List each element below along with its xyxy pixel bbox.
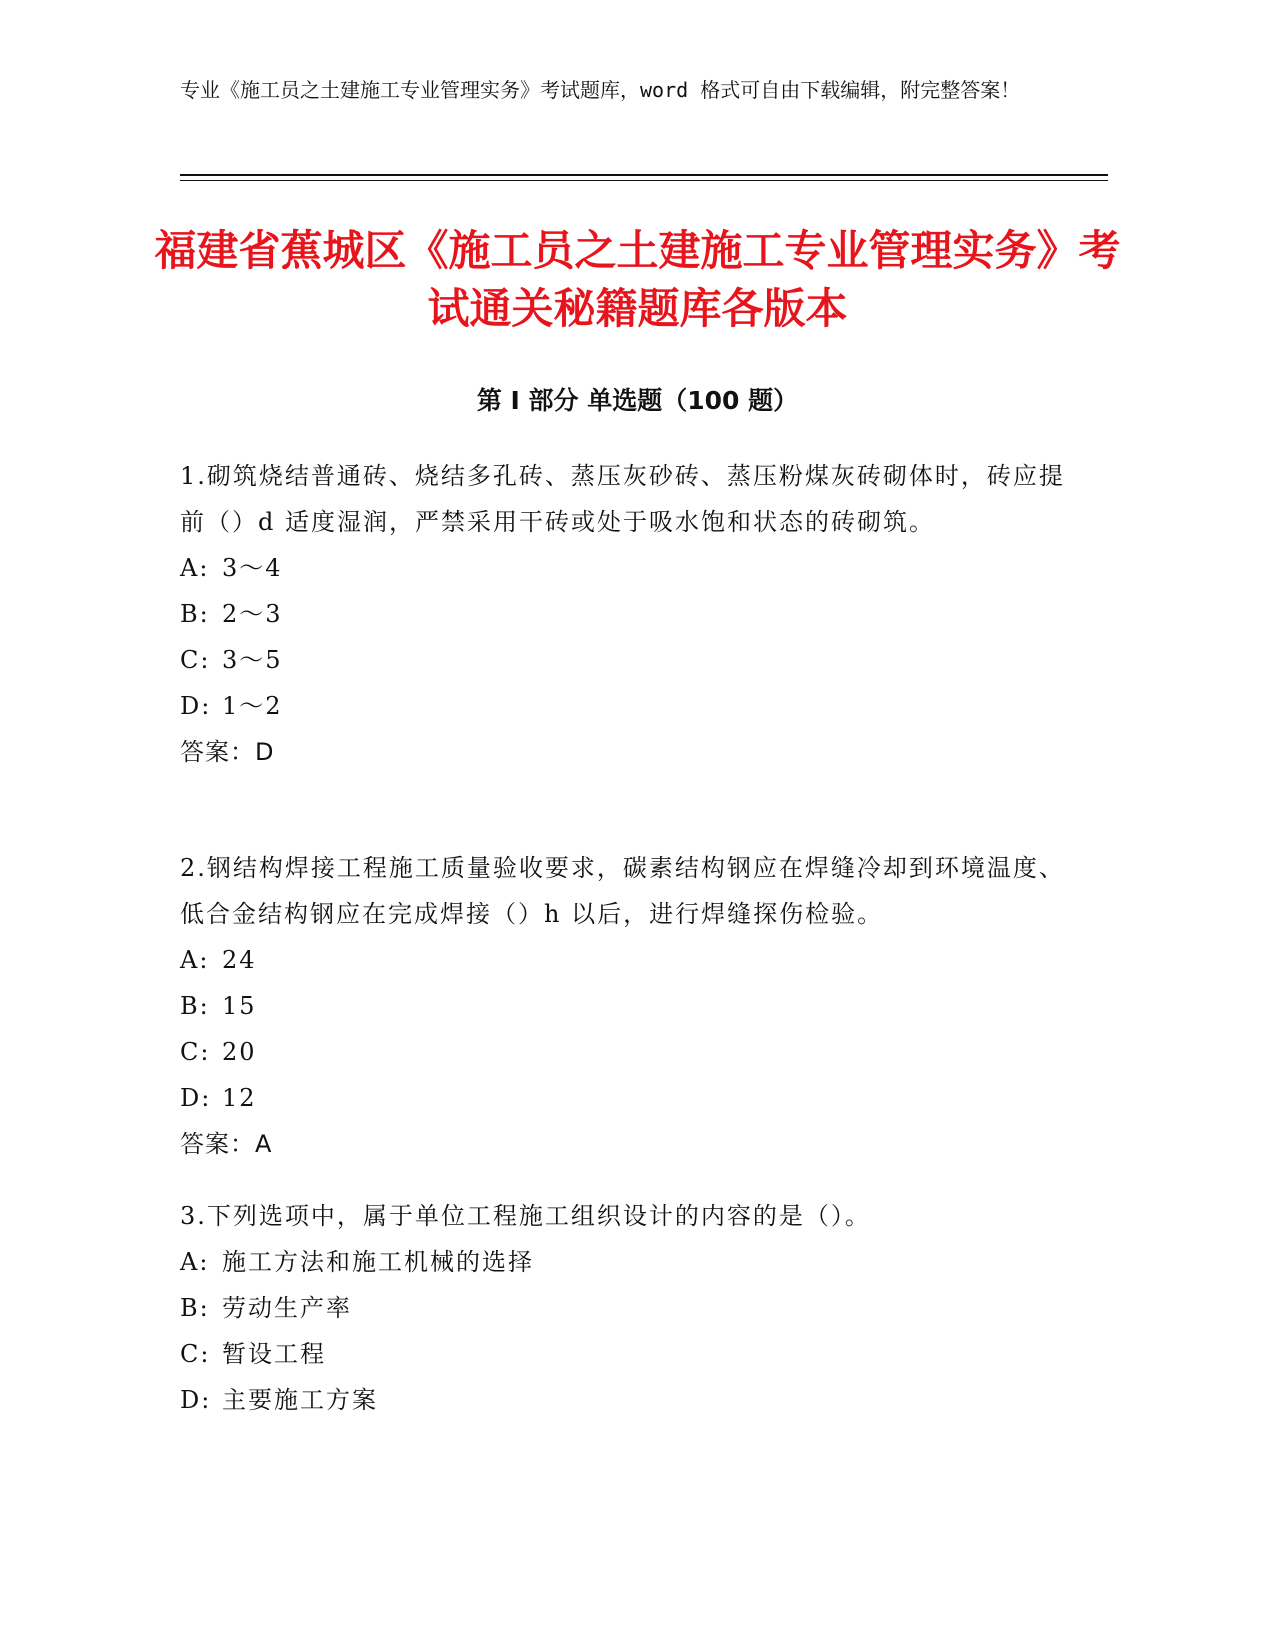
option-text: 暂设工程	[222, 1340, 326, 1368]
header-divider-thin	[180, 180, 1108, 181]
option-key: B:	[180, 1294, 210, 1322]
header-divider-thick	[180, 174, 1108, 176]
question-stem: 3.下列选项中，属于单位工程施工组织设计的内容的是（）。	[180, 1202, 871, 1230]
option-text: 3～4	[222, 554, 283, 582]
option-d	[180, 1075, 1080, 1121]
option-b	[180, 983, 1080, 1029]
question-stem: 2.钢结构焊接工程施工质量验收要求，碳素结构钢应在焊缝冷却到环境温度、低合金结构钢应在完成焊接（）h 以后，进行焊缝探伤检验。	[180, 854, 1065, 928]
option-b	[180, 1285, 1080, 1331]
option-key: A:	[180, 946, 210, 974]
option-key: D:	[180, 692, 212, 720]
option-text: 主要施工方案	[222, 1386, 378, 1414]
option-c	[180, 1029, 1080, 1075]
option-key: B:	[180, 992, 210, 1020]
section-heading: 第 I 部分 单选题（100 题）	[476, 386, 799, 415]
option-key: D:	[180, 1386, 212, 1414]
option-c	[180, 1331, 1080, 1377]
option-a	[180, 545, 1080, 591]
option-text: 1～2	[222, 692, 283, 720]
option-key: C:	[180, 646, 211, 674]
option-text: 15	[222, 992, 257, 1020]
option-c	[180, 637, 1080, 683]
option-text: 劳动生产率	[222, 1294, 352, 1322]
option-text: 3～5	[222, 646, 283, 674]
option-d	[180, 683, 1080, 729]
option-key: C:	[180, 1038, 211, 1066]
option-text: 12	[222, 1084, 257, 1112]
option-key: A:	[180, 554, 210, 582]
option-key: B:	[180, 600, 210, 628]
option-b	[180, 591, 1080, 637]
question-1	[180, 453, 1080, 775]
option-text: 20	[222, 1038, 257, 1066]
option-text: 施工方法和施工机械的选择	[222, 1248, 534, 1276]
answer-line: 答案：A	[180, 1130, 273, 1158]
question-stem: 1.砌筑烧结普通砖、烧结多孔砖、蒸压灰砂砖、蒸压粉煤灰砖砌体时，砖应提前（）d 适度湿润，严禁采用干砖或处于吸水饱和状态的砖砌筑。	[180, 462, 1065, 536]
option-key: A:	[180, 1248, 210, 1276]
option-a	[180, 1239, 1080, 1285]
option-key: C:	[180, 1340, 211, 1368]
option-a	[180, 937, 1080, 983]
option-text: 2～3	[222, 600, 283, 628]
document-title: 福建省蕉城区《施工员之土建施工专业管理实务》考试通关秘籍题库各版本	[154, 226, 1121, 333]
answer-line: 答案：D	[180, 738, 275, 766]
question-2	[180, 845, 1080, 1167]
option-key: D:	[180, 1084, 212, 1112]
option-text: 24	[222, 946, 257, 974]
header-note: 专业《施工员之土建施工专业管理实务》考试题库，word 格式可自由下载编辑，附完整答案！	[180, 78, 1021, 102]
question-3	[180, 1193, 1080, 1423]
option-d	[180, 1377, 1080, 1423]
